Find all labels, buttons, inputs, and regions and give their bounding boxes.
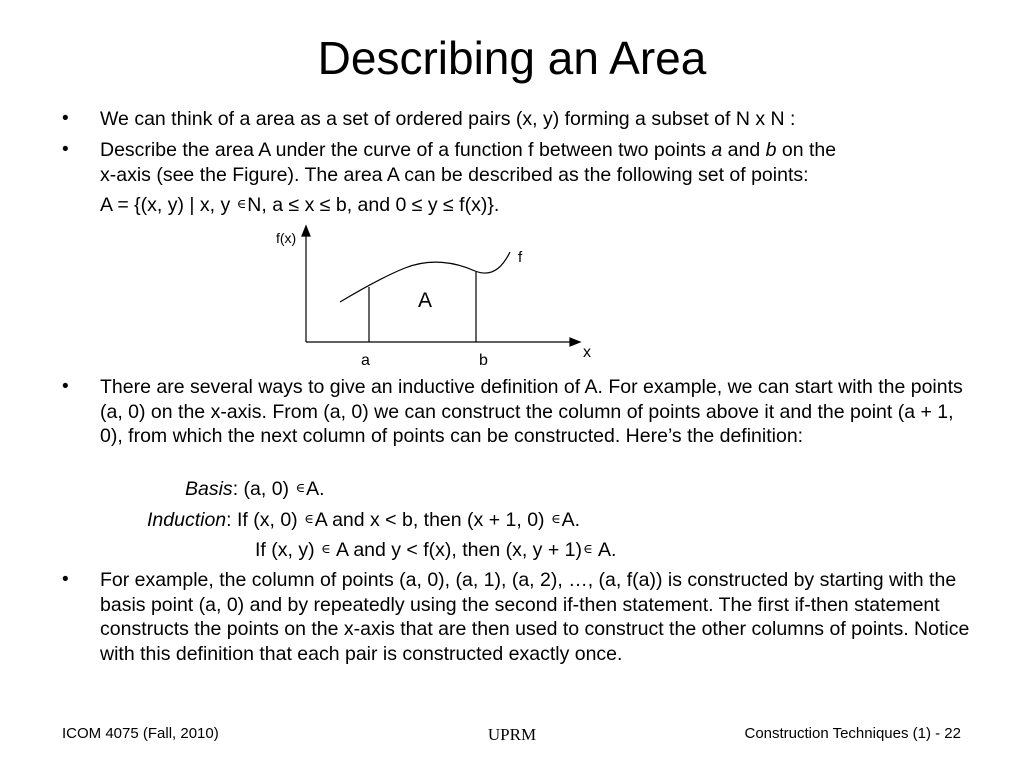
element-of-symbol: ∈ <box>304 512 314 527</box>
basis-line <box>185 477 325 505</box>
area-label: A <box>418 289 433 312</box>
footer-course: ICOM 4075 (Fall, 2010) <box>62 725 219 742</box>
bullet-2-and: and <box>722 139 766 161</box>
bullet-1-text: We can think of a area as a set of ordered pairs (x, y) forming a subset of N x N : <box>100 108 796 130</box>
induction-text-1: : If (x, 0) <box>226 509 304 531</box>
footer-slide-number: Construction Techniques (1) - 22 <box>744 725 961 742</box>
bullet-marker: • <box>62 376 69 397</box>
y-axis-label: f(x) <box>276 230 297 246</box>
induction2-text-2: A and y < f(x), then (x, y + 1) <box>331 539 582 561</box>
curve-label: f <box>518 249 523 266</box>
y-axis-arrow <box>302 226 310 236</box>
x-axis-label: x <box>583 344 591 361</box>
bullet-2-prefix: Describe the area A under the curve of a function f between two points <box>100 139 712 161</box>
induction2-text-1: If (x, y) <box>255 539 320 561</box>
bullet-4-text: For example, the column of points (a, 0), (a, 1), (a, 2), …, (a, f(a)) is constructed by starting with the basis point (a, 0) and by repeatedly using the second if-then statement. The first if-then statement constructs the points on the x-axis that are then used to construct the other columns of points. Notice with this definition that each pair is constructed exactly once. <box>100 569 970 665</box>
induction-text-2: A and x < b, then (x + 1, 0) <box>314 509 550 531</box>
element-of-symbol: ∈ <box>583 542 593 557</box>
bullet-2-line-2: x-axis (see the Figure). The area A can be described as the following set of points: <box>100 163 809 186</box>
footer-institution: UPRM <box>487 725 537 744</box>
induction-line <box>147 508 580 536</box>
slide-title: Describing an Area <box>317 32 707 84</box>
bullet-marker: • <box>62 569 69 590</box>
basis-text: : (a, 0) <box>232 478 295 500</box>
element-of-symbol: ∈ <box>236 197 247 212</box>
b-tick-label: b <box>479 352 488 369</box>
basis-end: A. <box>306 478 325 500</box>
bullet-marker: • <box>62 139 69 160</box>
bullet-2-suffix: on the <box>776 139 837 161</box>
point-b-italic: b <box>765 139 777 161</box>
induction-end: A. <box>561 509 581 531</box>
set-def-before: A = {(x, y) | x, y <box>100 194 236 216</box>
x-axis-arrow <box>570 338 580 346</box>
element-of-symbol: ∈ <box>295 481 306 496</box>
element-of-symbol: ∈ <box>550 512 561 527</box>
element-of-symbol: ∈ <box>321 542 331 557</box>
induction2-end: A. <box>593 539 617 561</box>
a-tick-label: a <box>361 352 370 369</box>
point-a-italic: a <box>711 139 723 161</box>
bullet-marker: • <box>62 108 69 129</box>
induction-label: Induction <box>147 509 227 531</box>
basis-label: Basis <box>185 478 233 500</box>
bullet-3-text: There are several ways to give an inductive definition of A. For example, we can start with the points (a, 0) on the x-axis. From (a, 0) we can construct the column of points above it and the point (a + 1, 0), from which the next column of points can be constructed. Here’s the definition: <box>100 376 963 447</box>
set-def-after: N, a ≤ x ≤ b, and 0 ≤ y ≤ f(x)}. <box>247 194 500 216</box>
induction-line-2 <box>255 538 616 566</box>
